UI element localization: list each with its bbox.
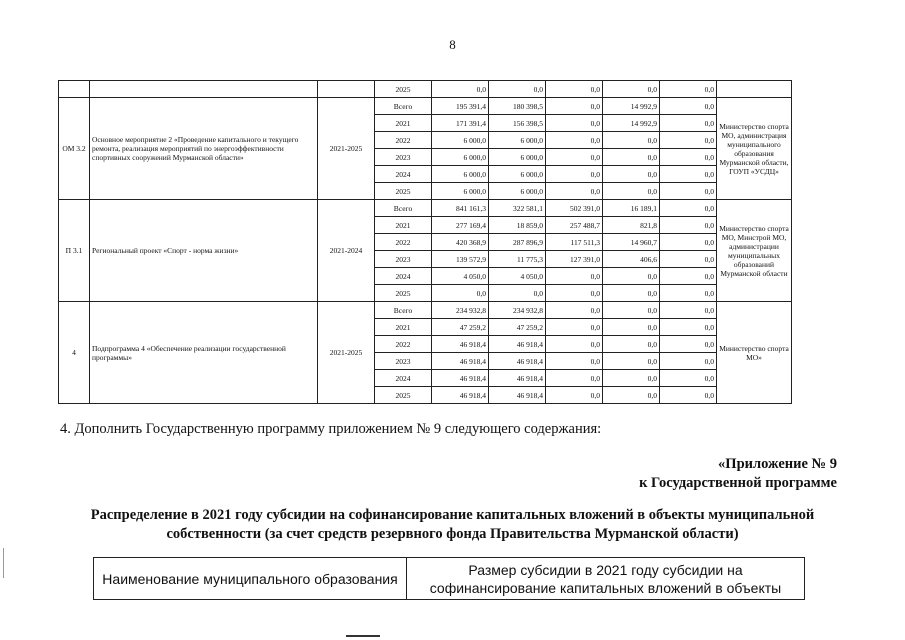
appendix-title	[639, 455, 837, 493]
value-cell: 47 259,2	[489, 319, 546, 336]
value-cell: 156 398,5	[489, 115, 546, 132]
value-cell: 0,0	[546, 98, 603, 115]
value-cell: 0,0	[546, 166, 603, 183]
item-code-cell: 4	[59, 302, 90, 404]
table-row	[59, 81, 792, 98]
value-cell: 0,0	[660, 183, 717, 200]
value-cell: 6 000,0	[432, 149, 489, 166]
value-cell: 16 189,1	[603, 200, 660, 217]
value-cell: 0,0	[660, 268, 717, 285]
item-code-cell: ОМ 3.2	[59, 98, 90, 200]
year-cell: 2021	[375, 115, 432, 132]
value-cell: 14 992,9	[603, 115, 660, 132]
item-code-cell: П 3.1	[59, 200, 90, 302]
value-cell: 0,0	[603, 302, 660, 319]
year-cell: 2024	[375, 268, 432, 285]
value-cell: 0,0	[546, 302, 603, 319]
value-cell: 0,0	[603, 319, 660, 336]
year-cell: 2022	[375, 234, 432, 251]
item-name-cell: Подпрограмма 4 «Обеспечение реализации государственной программы»	[90, 302, 318, 404]
amendment-paragraph: 4. Дополнить Государственную программу приложением № 9 следующего содержания:	[60, 421, 602, 437]
value-cell: 0,0	[546, 353, 603, 370]
value-cell: 0,0	[660, 336, 717, 353]
value-cell: 47 259,2	[432, 319, 489, 336]
value-cell: 0,0	[603, 81, 660, 98]
table-row	[94, 558, 805, 600]
value-cell: 257 488,7	[546, 217, 603, 234]
value-cell: 0,0	[603, 285, 660, 302]
value-cell: 0,0	[546, 285, 603, 302]
year-cell: 2021	[375, 217, 432, 234]
value-cell: 46 918,4	[432, 336, 489, 353]
value-cell: 127 391,0	[546, 251, 603, 268]
value-cell: 0,0	[432, 285, 489, 302]
value-cell: 0,0	[660, 234, 717, 251]
value-cell: 0,0	[660, 319, 717, 336]
value-cell: 0,0	[546, 132, 603, 149]
value-cell: 14 992,9	[603, 98, 660, 115]
value-cell: 0,0	[546, 387, 603, 404]
year-cell: 2025	[375, 387, 432, 404]
year-cell: 2022	[375, 132, 432, 149]
value-cell: 0,0	[603, 149, 660, 166]
value-cell: 46 918,4	[432, 353, 489, 370]
appendix-line-2: к Государственной программе	[639, 475, 837, 491]
value-cell: 420 368,9	[432, 234, 489, 251]
item-name-cell: Региональный проект «Спорт - норма жизни»	[90, 200, 318, 302]
value-cell: 287 896,9	[489, 234, 546, 251]
year-cell: Всего	[375, 302, 432, 319]
value-cell: 0,0	[432, 81, 489, 98]
value-cell: 195 391,4	[432, 98, 489, 115]
value-cell: 180 398,5	[489, 98, 546, 115]
value-cell: 171 391,4	[432, 115, 489, 132]
value-cell: 46 918,4	[489, 336, 546, 353]
year-cell: 2024	[375, 370, 432, 387]
value-cell: 139 572,9	[432, 251, 489, 268]
subsidy-table	[93, 557, 805, 600]
executor-cell: Министерство спорта МО, администрация муниципального образования Мурманской области, ГОУП «УСДЦ»	[717, 98, 792, 200]
value-cell: 0,0	[660, 81, 717, 98]
year-cell: 2021	[375, 319, 432, 336]
value-cell: 0,0	[660, 370, 717, 387]
value-cell: 0,0	[546, 370, 603, 387]
page-number: 8	[449, 37, 456, 52]
value-cell: 4 050,0	[432, 268, 489, 285]
value-cell: 0,0	[660, 302, 717, 319]
year-cell: 2023	[375, 149, 432, 166]
value-cell: 0,0	[546, 268, 603, 285]
value-cell: 234 932,8	[432, 302, 489, 319]
year-cell: 2025	[375, 81, 432, 98]
table-row	[59, 200, 792, 217]
value-cell: 14 960,7	[603, 234, 660, 251]
period-cell: 2021-2025	[318, 98, 375, 200]
value-cell: 0,0	[660, 251, 717, 268]
value-cell: 0,0	[660, 149, 717, 166]
subsidy-header-line-1: Размер субсидии в 2021 году субсидии на	[468, 561, 743, 578]
value-cell: 46 918,4	[432, 370, 489, 387]
year-cell: 2022	[375, 336, 432, 353]
value-cell: 0,0	[660, 217, 717, 234]
value-cell: 6 000,0	[489, 149, 546, 166]
value-cell: 6 000,0	[489, 166, 546, 183]
value-cell: 46 918,4	[432, 387, 489, 404]
table-cell	[59, 81, 90, 98]
value-cell: 117 511,3	[546, 234, 603, 251]
value-cell: 0,0	[603, 183, 660, 200]
year-cell: 2025	[375, 183, 432, 200]
table-row	[59, 302, 792, 319]
table-cell	[90, 81, 318, 98]
value-cell: 277 169,4	[432, 217, 489, 234]
period-cell: 2021-2024	[318, 200, 375, 302]
value-cell: 6 000,0	[489, 183, 546, 200]
value-cell: 0,0	[603, 387, 660, 404]
value-cell: 6 000,0	[489, 132, 546, 149]
subsidy-amount-header	[407, 558, 805, 600]
value-cell: 0,0	[660, 166, 717, 183]
value-cell: 0,0	[546, 183, 603, 200]
year-cell: Всего	[375, 200, 432, 217]
value-cell: 0,0	[660, 132, 717, 149]
period-cell: 2021-2025	[318, 302, 375, 404]
executor-cell: Министерство спорта МО»	[717, 302, 792, 404]
appendix-line-1: «Приложение № 9	[718, 456, 837, 472]
value-cell: 0,0	[660, 387, 717, 404]
value-cell: 0,0	[603, 268, 660, 285]
value-cell: 6 000,0	[432, 183, 489, 200]
value-cell: 11 775,3	[489, 251, 546, 268]
program-funding-table	[58, 80, 792, 404]
value-cell: 0,0	[603, 370, 660, 387]
value-cell: 4 050,0	[489, 268, 546, 285]
value-cell: 0,0	[546, 149, 603, 166]
value-cell: 0,0	[489, 285, 546, 302]
municipality-name-header: Наименование муниципального образования	[94, 558, 407, 600]
value-cell: 6 000,0	[432, 166, 489, 183]
executor-cell: Министерство спорта МО, Минстрой МО, администрации муниципальных образований Мурманской области	[717, 200, 792, 302]
value-cell: 0,0	[603, 132, 660, 149]
value-cell: 841 161,3	[432, 200, 489, 217]
year-cell: 2025	[375, 285, 432, 302]
value-cell: 322 581,1	[489, 200, 546, 217]
value-cell: 234 932,8	[489, 302, 546, 319]
value-cell: 0,0	[603, 336, 660, 353]
year-cell: 2024	[375, 166, 432, 183]
scan-edge-mark	[3, 548, 4, 578]
table-cell	[318, 81, 375, 98]
value-cell: 0,0	[603, 166, 660, 183]
year-cell: 2023	[375, 353, 432, 370]
value-cell: 0,0	[660, 98, 717, 115]
value-cell: 0,0	[603, 353, 660, 370]
table-row	[59, 98, 792, 115]
value-cell: 0,0	[660, 200, 717, 217]
value-cell: 0,0	[546, 115, 603, 132]
distribution-heading: Распределение в 2021 году субсидии на софинансирование капитальных вложений в объекты муниципальной собственности (за счет средств резервного фонда Правительства Мурманской области)	[90, 507, 815, 542]
value-cell: 0,0	[489, 81, 546, 98]
subsidy-header-line-2: софинансирование капитальных вложений в объекты	[429, 579, 782, 596]
value-cell: 46 918,4	[489, 353, 546, 370]
table-cell	[717, 81, 792, 98]
scan-bottom-mark	[346, 635, 380, 637]
value-cell: 46 918,4	[489, 370, 546, 387]
year-cell: Всего	[375, 98, 432, 115]
value-cell: 502 391,0	[546, 200, 603, 217]
year-cell: 2023	[375, 251, 432, 268]
value-cell: 18 859,0	[489, 217, 546, 234]
value-cell: 0,0	[660, 115, 717, 132]
value-cell: 0,0	[546, 336, 603, 353]
value-cell: 0,0	[660, 285, 717, 302]
value-cell: 0,0	[546, 81, 603, 98]
item-name-cell: Основное мероприятие 2 «Проведение капитального и текущего ремонта, реализация мероприятий по энергоэффективности спортивных сооружений Мурманской области»	[90, 98, 318, 200]
program-funding-table-body	[59, 81, 792, 404]
value-cell: 406,6	[603, 251, 660, 268]
value-cell: 821,8	[603, 217, 660, 234]
value-cell: 6 000,0	[432, 132, 489, 149]
value-cell: 46 918,4	[489, 387, 546, 404]
value-cell: 0,0	[546, 319, 603, 336]
value-cell: 0,0	[660, 353, 717, 370]
